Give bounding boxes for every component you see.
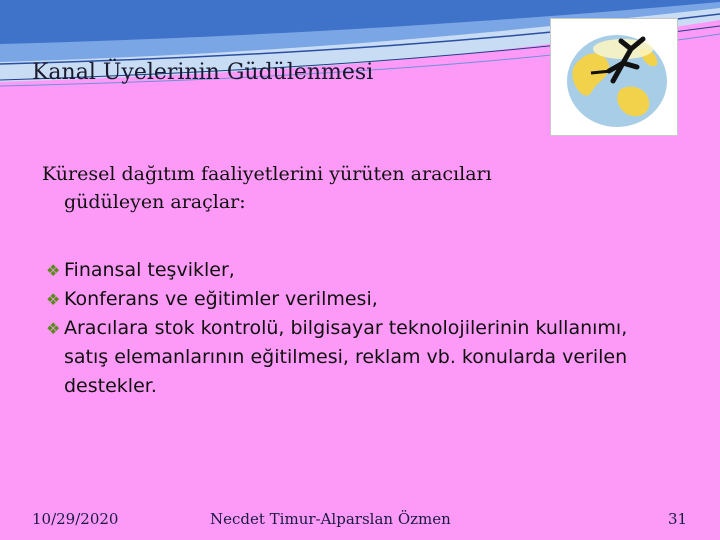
footer-date: 10/29/2020 bbox=[32, 510, 119, 528]
intro-line-1: Küresel dağıtım faaliyetlerini yürüten aracıları bbox=[42, 163, 492, 185]
list-item bbox=[46, 256, 646, 285]
list-item bbox=[46, 314, 646, 401]
diamond-bullet-icon: ❖ bbox=[46, 290, 61, 309]
page-number: 31 bbox=[668, 510, 688, 528]
footer-author: Necdet Timur-Alparslan Özmen bbox=[210, 510, 451, 528]
globe-logo bbox=[550, 18, 678, 136]
bullet-text: Konferans ve eğitimler verilmesi, bbox=[64, 288, 378, 310]
bullet-text: Finansal teşvikler, bbox=[64, 259, 235, 281]
slide-title: Kanal Üyelerinin Güdülenmesi bbox=[32, 60, 374, 85]
bullet-text: Aracılara stok kontrolü, bilgisayar teknolojilerinin kullanımı, satış elemanlarının eğitilmesi, reklam vb. konularda verilen destekler. bbox=[64, 317, 628, 397]
globe-figure-icon bbox=[551, 19, 677, 135]
intro-text bbox=[42, 160, 642, 216]
diamond-bullet-icon: ❖ bbox=[46, 319, 61, 338]
bullet-list bbox=[46, 256, 646, 401]
list-item bbox=[46, 285, 646, 314]
diamond-bullet-icon: ❖ bbox=[46, 261, 61, 280]
intro-line-2: güdüleyen araçlar: bbox=[64, 191, 246, 213]
